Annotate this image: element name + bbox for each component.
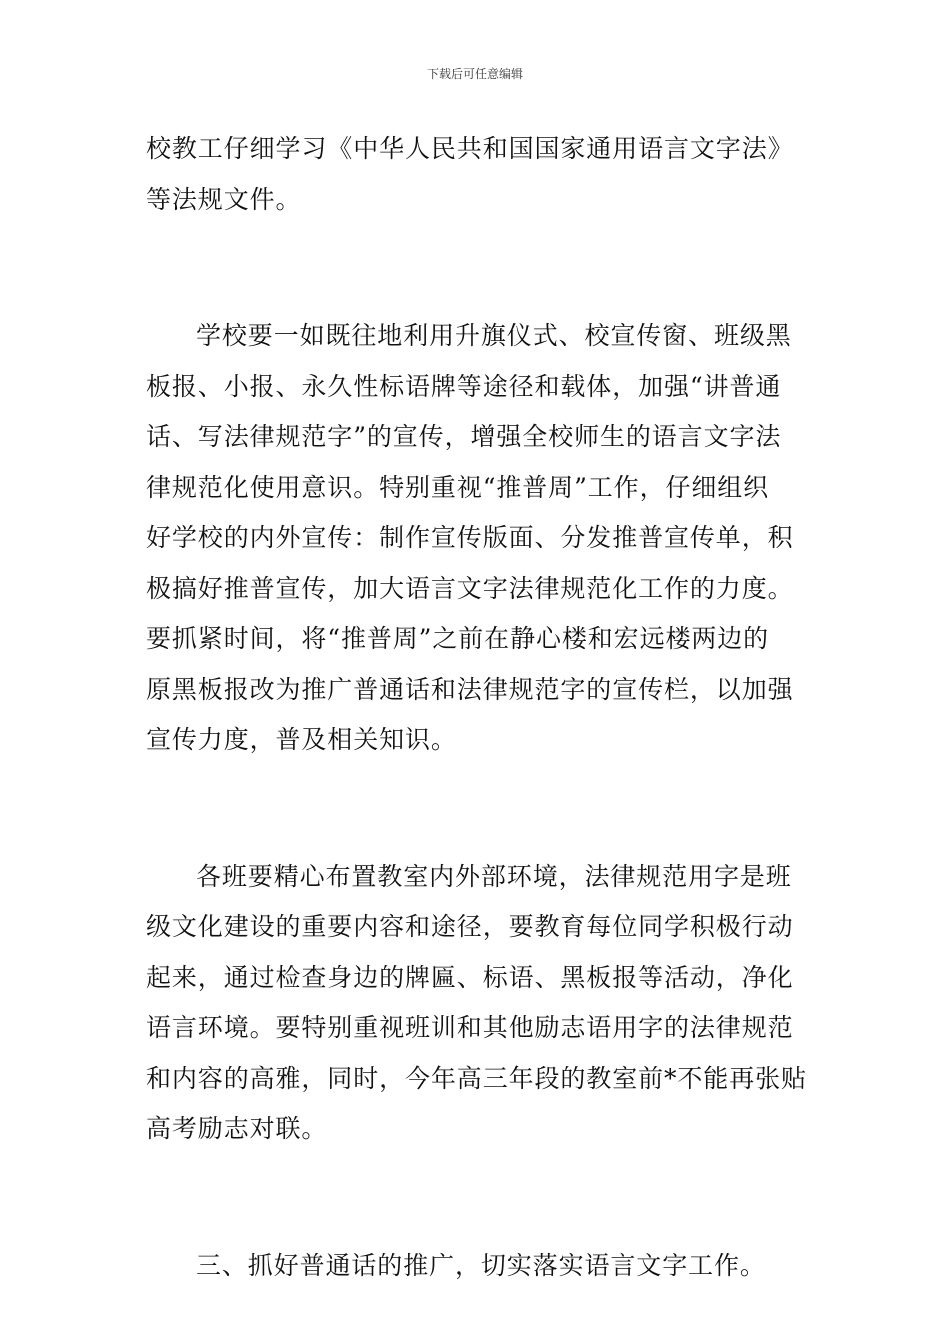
page-header: 下载后可任意编辑 — [426, 67, 523, 81]
paragraph-spacer — [146, 766, 810, 852]
document-body — [146, 124, 810, 1291]
section-heading: 三、抓好普通话的推广，切实落实语言文字工作。 — [196, 1250, 766, 1280]
paragraph-3: 各班要精心布置教室内外部环境，法律规范用字是班 级文化建设的重要内容和途径，要教育每位同学积极行动 起来，通过检查身边的牌匾、标语、黑板报等活动，净化 语言环境。要特别重视班训和其他励志语用字的法律规范 和内容的高雅，同时，今年高三年段的教室前*不能再张贴 高考励志对联。 — [146, 861, 807, 1143]
paragraph-2: 学校要一如既往地利用升旗仪式、校宣传窗、班级黑 板报、小报、永久性标语牌等途径和载体，加强“讲普通 话、写法律规范字”的宣传，增强全校师生的语言文字法 律规范化使用意识。特别重视“推普周”工作，仔细组织 好学校的内外宣传：制作宣传版面、分发推普宣传单，积 极搞好推普宣传，加大语言文字法律规范化工作的力度。 要抓紧时间，将“推普周”之前在静心楼和宏远楼两边的 原黑板报改为推广普通话和法律规范字的宣传栏，以加强 宣传力度，普及相关知识。 — [146, 321, 794, 754]
paragraph-spacer — [146, 1155, 810, 1241]
paragraph-spacer — [146, 225, 810, 311]
paragraph-1: 校教工仔细学习《中华人民共和国国家通用语言文字法》 等法规文件。 — [146, 134, 794, 214]
